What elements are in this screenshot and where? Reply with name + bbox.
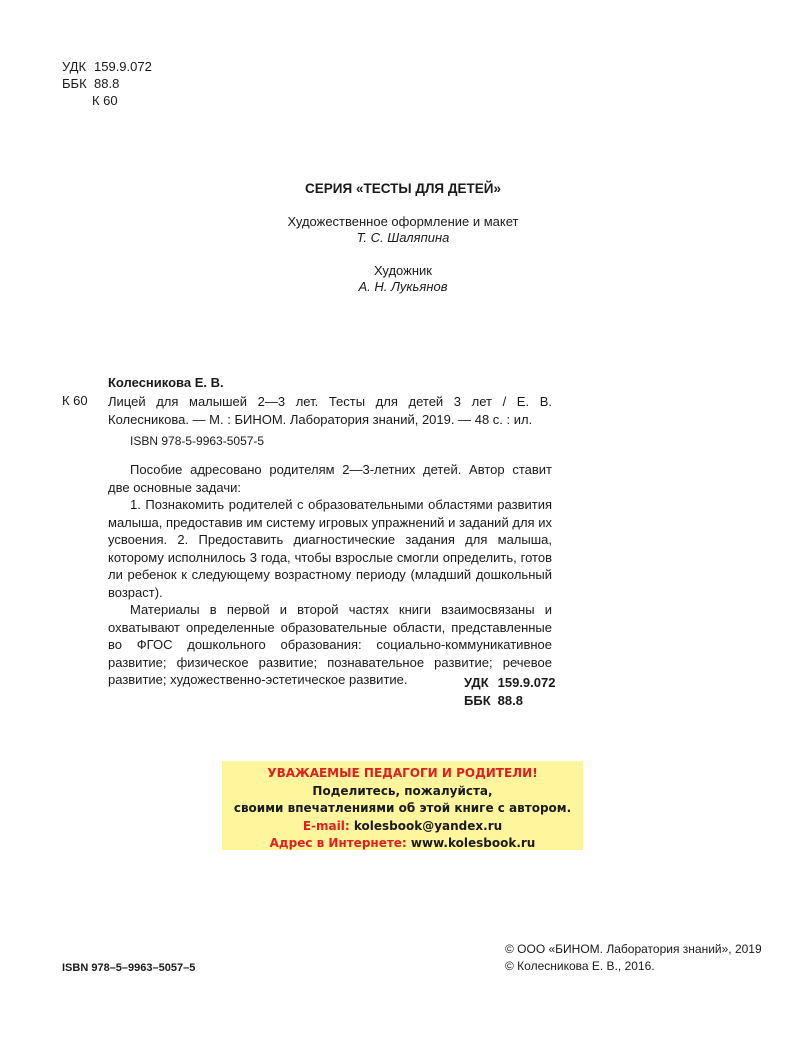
bbk-value: 88.8 (497, 693, 523, 708)
abstract (108, 461, 552, 689)
author-mark: К 60 (92, 93, 118, 108)
bibliography-code: К 60 (62, 393, 88, 408)
credit-person: Т. С. Шаляпина (356, 230, 450, 245)
credit-person: А. Н. Лукьянов (358, 279, 448, 294)
bbk-value: 88.8 (94, 76, 120, 91)
bottom-classification (464, 674, 555, 710)
feedback-promo-box (222, 761, 583, 850)
bbk-label: ББК (464, 693, 491, 708)
credit-role: Художественное оформление и макет (287, 214, 519, 229)
copyright-line: © ООО «БИНОМ. Лаборатория знаний», 2019 (505, 942, 762, 956)
udk-value: 159.9.072 (94, 59, 152, 74)
credit-design (0, 214, 806, 246)
copyright (505, 941, 762, 975)
abstract-paragraph: Материалы в первой и второй частях книги взаимосвязаны и охватывают определенные образовательные области, представленные во ФГОС дошкольного образования: социально-коммуникативное развитие; физическое развитие; познавательное развитие; речевое развитие; художественно-эстетическое развитие. (108, 602, 552, 687)
credit-artist (0, 263, 806, 295)
email-label: E-mail: (302, 818, 350, 833)
bibliography-author: Колесникова Е. В. (108, 375, 224, 390)
credit-role: Художник (374, 263, 432, 278)
email-link[interactable]: kolesbook@yandex.ru (353, 818, 503, 833)
web-link[interactable]: www.kolesbook.ru (410, 836, 536, 850)
promo-web-row (222, 835, 583, 853)
bibliography-description: Лицей для малышей 2—3 лет. Тесты для детей 3 лет / Е. В. Колесникова. — М. : БИНОМ. Лаборатория знаний, 2019. — 48 с. : ил. (108, 394, 552, 427)
promo-email-row (222, 818, 583, 836)
abstract-paragraph: 1. Познакомить родителей с образовательными областями развития малыша, предоставив им систему игровых упражнений и заданий для их усвоения. 2. Предоставить диагностические задания для малыша, которому исполнилось 3 года, чтобы взрослые смогли определить, готов ли ребенок к следующему возрастному периоду (младший дошкольный возраст). (108, 497, 552, 600)
udk-label: УДК (464, 675, 489, 690)
footer-isbn: ISBN 978–5–9963–5057–5 (62, 962, 196, 974)
udk-label: УДК (62, 59, 87, 74)
promo-line: своими впечатлениями об этой книге с автором. (233, 801, 572, 815)
bibliography-isbn: ISBN 978-5-9963-5057-5 (130, 434, 265, 448)
bbk-label: ББК (62, 76, 87, 91)
promo-line: Поделитесь, пожалуйста, (312, 783, 493, 798)
top-classification (62, 58, 152, 109)
udk-value: 159.9.072 (497, 675, 556, 690)
abstract-paragraph: Пособие адресовано родителям 2—3-летних детей. Автор ставит две основные задачи: (108, 462, 552, 495)
copyright-line: © Колесникова Е. В., 2016. (505, 959, 655, 973)
web-label: Адрес в Интернете: (269, 836, 407, 850)
promo-headline: УВАЖАЕМЫЕ ПЕДАГОГИ И РОДИТЕЛИ! (267, 766, 538, 780)
series-title: СЕРИЯ «ТЕСТЫ ДЛЯ ДЕТЕЙ» (305, 181, 501, 196)
